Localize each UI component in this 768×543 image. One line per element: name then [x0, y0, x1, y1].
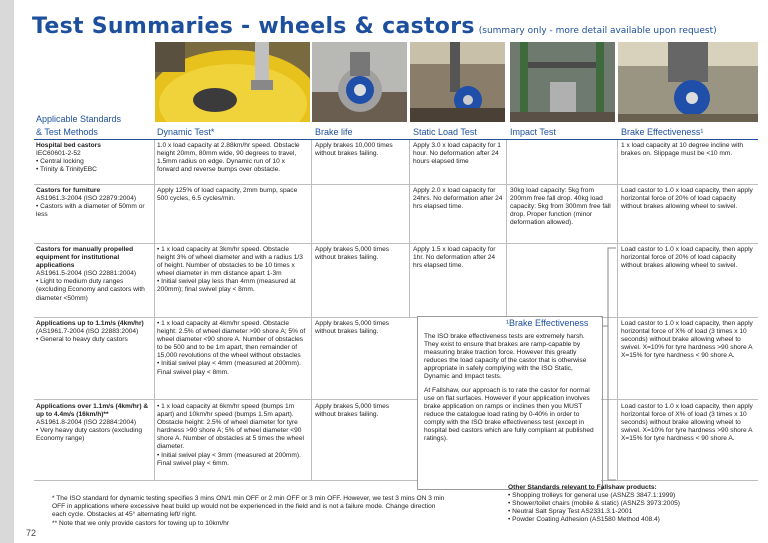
header-rule — [34, 139, 758, 140]
row-5-brake-eff: Load castor to 1.0 x load capacity, then apply horizontal force of X% of load (3 times x 10 seconds) without brake allowing wheel to swivel. X=10% for tyre hardness >90 shore A X=15% for tyre hardness < 90 shore A. — [621, 403, 753, 443]
row-4-brake-life: Apply brakes 5,000 times without brakes failing. — [315, 320, 390, 336]
list-item: • Shower/toilet chairs (mobile & static) (ASNZS 3973:2005) — [508, 500, 680, 508]
row-2-static: Apply 2.0 x load capacity for 24hrs. No deformation after 24 hrs elapsed time. — [413, 187, 503, 211]
col-header-standards-1: Applicable Standards — [36, 114, 122, 124]
photo-castor-static-press — [410, 42, 505, 122]
col-divider — [409, 140, 410, 317]
page-subtitle: (summary only - more detail available upon request) — [478, 26, 717, 36]
row-5-dynamic: • 1 x load capacity at 6km/hr speed (bumps 1m apart) and 10km/hr speed (bumps 1.5m apart). Obstacle height: 2.5% of wheel diameter for tyre hardness >90 shore A; 5% of wheel diameter <90 shore A. Number of obstacles at 5 times the wheel diameter. • Initial swivel play < 3mm (measured at 200mm). Final swivel play < 6mm. — [157, 403, 304, 467]
footnote-2: ** Note that we only provide castors for towing up to 10km/hr — [52, 520, 230, 527]
page-number: 72 — [26, 528, 37, 538]
other-standards — [508, 484, 758, 524]
row-divider — [34, 399, 417, 400]
brake-box-paragraph-2: At Fallshaw, our approach is to rate the castor for normal use on flat surfaces. However if your application involves brake application on ramps or inclines then you MUST reduce the catalogue load rating by 0-40% in order to comply with the ISO brake effectiveness test (except in hospital bed castors which are fully compliant at published ratings). — [424, 386, 594, 443]
other-standards-heading: Other Standards relevant to Fallshaw products: — [508, 484, 657, 491]
row-4-dynamic: • 1 x load capacity at 4km/hr speed. Obstacle height: 2.5% of wheel diameter >90 shore A; 5% of wheel diameter <90 shore A. Number of obstacles to be 500 and to be 1m apart, then remainder of 15,000 revolutions of the wheel without obstacles • Initial swivel play < 4mm (measured at 200mm). Final swivel play < 8mm. — [157, 320, 306, 376]
row-1-static: Apply 3.0 x load capacity for 1 hour. No deformation after 24 hours elapsed time — [413, 142, 501, 166]
row-2-brake-eff: Load castor to 1.0 x load capacity, then apply horizontal force of 20% of load capacity without brakes allowing wheel to swivel. — [621, 187, 753, 211]
photo-impact-test-rig — [510, 42, 615, 122]
row-divider — [601, 317, 758, 318]
col-header-dynamic: Dynamic Test* — [157, 127, 215, 137]
row-2-dynamic: Apply 125% of load capacity, 2mm bump, space 500 cycles, 6.5 cycles/min. — [157, 187, 298, 203]
col-divider — [311, 140, 312, 480]
row-3-static: Apply 1.5 x load capacity for 1hr. No deformation after 24 hrs elapsed time. — [413, 246, 496, 270]
page-edge-bar — [0, 0, 14, 543]
row-divider — [34, 317, 417, 318]
row-3-brake-life: Apply brakes 5,000 times without brakes failing. — [315, 246, 390, 262]
row-4-brake-eff: Load castor to 1.0 x load capacity, then apply horizontal force of X% of load (3 times x 10 seconds) without brake allowing wheel to swivel. X=10% for tyre hardness >90 shore A X=15% for tyre hardness < 90 shore A. — [621, 320, 753, 360]
col-header-standards-2: & Test Methods — [36, 127, 98, 137]
row-3-dynamic: • 1 x load capacity at 3km/hr speed. Obstacle height 3% of wheel diameter and with a radius 1/3 of height. Number of obstacles to be 10 times x wheel diameter in mm distance apart 1-3m • Initial swivel play less than 4mm (measured at 200mm); final swivel play < 8mm. — [157, 246, 303, 294]
col-header-static: Static Load Test — [413, 127, 477, 137]
row-1-standard: Hospital bed castors IEC60601-2-52 • Central locking • Trinity & TrinityEBC — [36, 142, 101, 174]
photo-blue-castor-on-drum — [312, 42, 407, 122]
row-divider — [34, 480, 417, 481]
row-5-standard: Applications over 1.1m/s (4km/hr) & up to 4.4m/s (16km/h)** AS1961.8-2004 (ISO 22884:2004) • Very heavy duty castors (excluding Economy range) — [36, 403, 149, 443]
col-header-impact: Impact Test — [510, 127, 556, 137]
page-title: Test Summaries - wheels & castors (summary only - more detail available upon request) — [32, 14, 717, 39]
list-item: • Neutral Salt Spray Test AS2331.3.1-2001 — [508, 508, 633, 516]
row-2-impact: 30kg load capacity: 5kg from 200mm free fall drop. 40kg load capacity: 5kg from 300mm free fall drop. Proper function (minor deformation allowed). — [510, 187, 611, 227]
row-5-brake-life: Apply brakes 5,000 times without brakes failing. — [315, 403, 390, 419]
photo-yellow-wheel-test-rig — [155, 42, 310, 122]
col-divider — [506, 140, 507, 317]
footnote-1: * The ISO standard for dynamic testing specifies 3 mins ON/1 min OFF or 2 min OFF or 3 min OFF. However, we test 3 mins ON 3 min OFF in applications where excessive heat build up would not be experienced in the field and is not a failure mode. Change direction each cycle. Obstacles at 45° alternating left/ right. — [52, 495, 445, 519]
row-3-brake-eff: Load castor to 1.0 x load capacity, then apply horizontal force of 20% of load capacity without brakes allowing wheel to swivel. — [621, 246, 753, 270]
row-1-brake-life: Apply brakes 10,000 times without brakes failing. — [315, 142, 393, 158]
row-1-brake-eff: 1 x load capacity at 10 degree incline with brakes on. Slippage must be <10 mm. — [621, 142, 744, 158]
col-divider — [154, 140, 155, 480]
brake-box-title: ¹Brake Effectiveness — [506, 318, 589, 328]
list-item: • Shopping trolleys for general use (ASNZS 3847.1:1999) — [508, 492, 676, 500]
list-item: • Powder Coating Adhesion (AS1580 Method 408.4) — [508, 516, 660, 524]
row-divider — [34, 184, 758, 185]
photo-blue-castor-brake-test — [618, 42, 758, 122]
row-1-dynamic: 1.0 x load capacity at 2.88km/hr speed. Obstacle height 20mm, 80mm wide, 90 degrees to travel, 1.5mm radius on edge. Dynamic run of 10 x forward and reverse bumps over obstacle. — [157, 142, 300, 174]
brake-bracket — [600, 246, 620, 482]
row-3-standard: Castors for manually propelled equipment for institutional applications AS1961.5-2004 (ISO 22881:2004) • Light to medium duty ranges (excluding Economy and castors with diameter <50mm) — [36, 246, 145, 302]
row-4-standard: Applications up to 1.1m/s (4km/hr) (AS1961.7-2004 (ISO 22883:2004) • General to heavy duty castors — [36, 320, 144, 344]
row-divider — [601, 399, 758, 400]
row-2-standard: Castors for furniture AS1961.3-2004 (ISO 22879:2004) • Castors with a diameter of 50mm or less — [36, 187, 145, 219]
col-header-brake-eff: Brake Effectiveness¹ — [621, 127, 704, 137]
row-divider — [601, 480, 758, 481]
col-header-brake-life: Brake life — [315, 127, 353, 137]
brake-box-paragraph-1: The ISO brake effectiveness tests are extremely harsh. They exist to ensure that brakes are ramp-capable by measuring brake traction force. However this greatly reduces the load capacity of the castor that is otherwise appropriate in safely complying with the ISO Static, Dynamic and Impact tests. — [424, 333, 587, 381]
row-divider — [34, 243, 758, 244]
brake-box-text — [424, 333, 598, 448]
